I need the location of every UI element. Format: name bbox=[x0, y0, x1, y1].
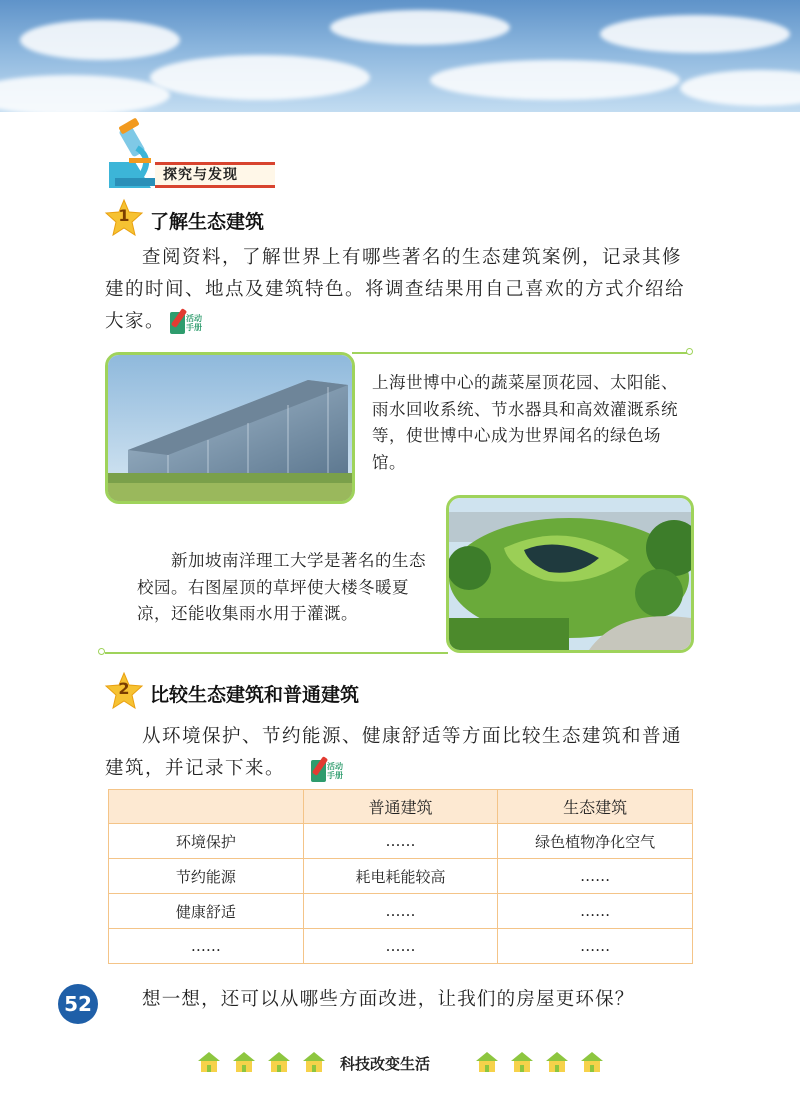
table-row bbox=[109, 824, 693, 859]
table-row bbox=[109, 894, 693, 929]
activity-label-2: 手册 bbox=[186, 323, 202, 332]
table-header-cell: 生态建筑 bbox=[498, 790, 693, 824]
house-icon bbox=[232, 1050, 256, 1074]
section-banner bbox=[105, 118, 275, 190]
section-title: 探究与发现 bbox=[163, 167, 238, 183]
footer-title: 科技改变生活 bbox=[340, 1055, 431, 1073]
activity-handbook-icon bbox=[311, 758, 347, 784]
house-icon bbox=[580, 1050, 604, 1074]
house-icon bbox=[545, 1050, 569, 1074]
number-star-2 bbox=[104, 671, 144, 711]
divider-line-bottom bbox=[105, 652, 448, 654]
table-cell: …… bbox=[303, 929, 498, 964]
table-cell: 环境保护 bbox=[109, 824, 304, 859]
table-header-cell bbox=[109, 790, 304, 824]
paragraph-item2 bbox=[105, 721, 700, 785]
item-number: 2 bbox=[118, 679, 130, 698]
divider-dot bbox=[686, 348, 693, 355]
caption-expo-center: 上海世博中心的蔬菜屋顶花园、太阳能、雨水回收系统、节水器具和高效灌溉系统等，使世博中心成为世界闻名的绿色场馆。 bbox=[372, 373, 678, 472]
divider-dot-bottom bbox=[98, 648, 105, 655]
photo-ntu-campus bbox=[446, 495, 694, 653]
table-cell: 绿色植物净化空气 bbox=[498, 824, 693, 859]
photo-expo-center bbox=[105, 352, 355, 504]
activity-label-1: 活动 bbox=[186, 314, 202, 323]
footer bbox=[0, 1046, 800, 1078]
sky-header-image bbox=[0, 0, 800, 112]
comparison-table bbox=[108, 789, 693, 964]
house-icon bbox=[267, 1050, 291, 1074]
table-cell: 耗电耗能较高 bbox=[303, 859, 498, 894]
heading-item2: 比较生态建筑和普通建筑 bbox=[150, 684, 360, 706]
activity-label-1: 活动 bbox=[327, 762, 343, 771]
house-icon bbox=[197, 1050, 221, 1074]
divider-line bbox=[352, 352, 687, 354]
table-cell: 健康舒适 bbox=[109, 894, 304, 929]
table-cell: …… bbox=[303, 894, 498, 929]
heading-item1: 了解生态建筑 bbox=[150, 211, 265, 233]
activity-handbook-icon bbox=[170, 310, 206, 336]
table-cell: …… bbox=[498, 894, 693, 929]
item-number: 1 bbox=[118, 206, 130, 225]
paragraph-text: 从环境保护、节约能源、健康舒适等方面比较生态建筑和普通建筑，并记录下来。 bbox=[105, 726, 683, 779]
think-question: 想一想，还可以从哪些方面改进，让我们的房屋更环保？ bbox=[142, 989, 635, 1010]
number-star-1 bbox=[104, 198, 144, 238]
caption-ntu-campus: 新加坡南洋理工大学是著名的生态校园。右图屋顶的草坪使大楼冬暖夏凉，还能收集雨水用于灌溉。 bbox=[137, 551, 426, 623]
table-cell: …… bbox=[498, 859, 693, 894]
table-row bbox=[109, 929, 693, 964]
house-icon bbox=[302, 1050, 326, 1074]
page-number-badge: 52 bbox=[58, 984, 98, 1024]
table-row bbox=[109, 859, 693, 894]
house-icon bbox=[475, 1050, 499, 1074]
table-cell: …… bbox=[109, 929, 304, 964]
table-cell: …… bbox=[498, 929, 693, 964]
paragraph-text: 查阅资料，了解世界上有哪些著名的生态建筑案例，记录其修建的时间、地点及建筑特色。将调查结果用自己喜欢的方式介绍给大家。 bbox=[105, 247, 686, 332]
activity-label-2: 手册 bbox=[327, 771, 343, 780]
table-cell: …… bbox=[303, 824, 498, 859]
table-header-cell: 普通建筑 bbox=[303, 790, 498, 824]
table-cell: 节约能源 bbox=[109, 859, 304, 894]
house-icon bbox=[510, 1050, 534, 1074]
table-header-row bbox=[109, 790, 693, 824]
